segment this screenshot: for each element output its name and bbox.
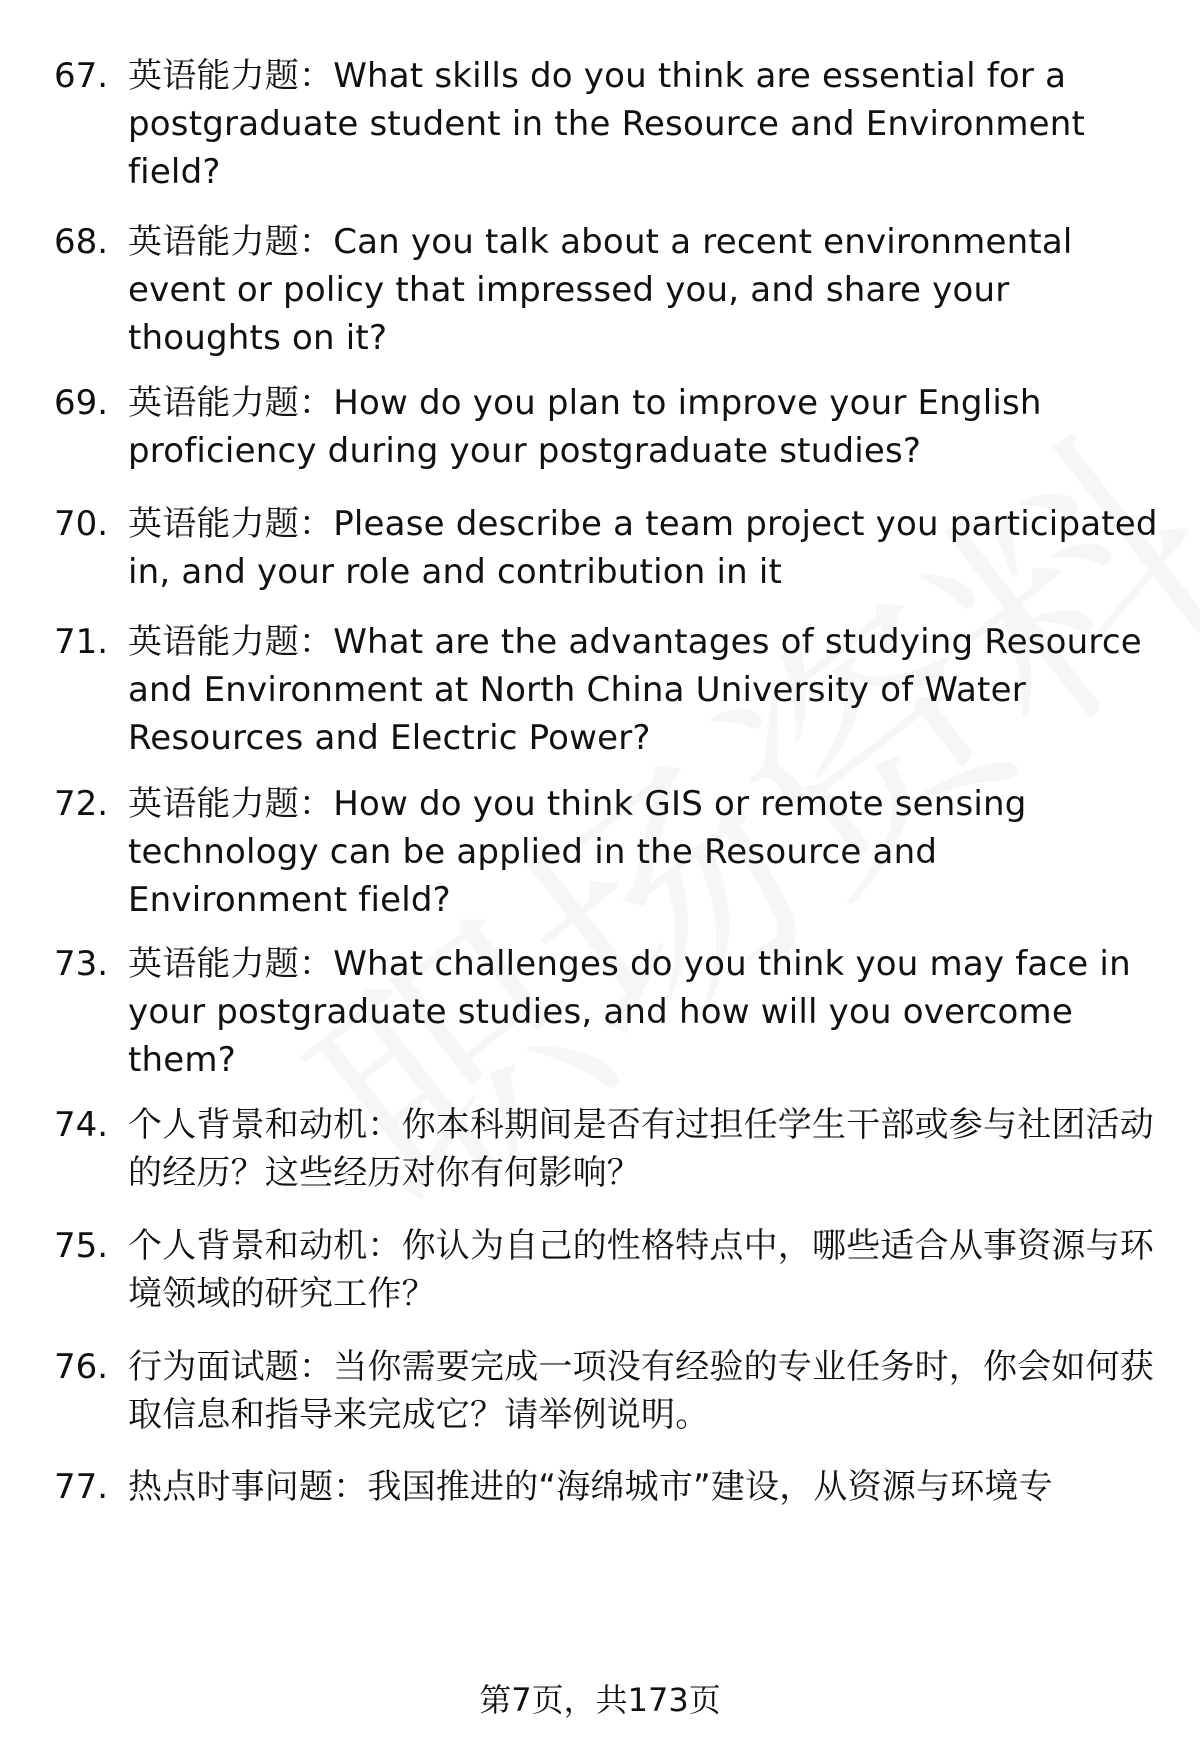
question-number: 76. (54, 1347, 109, 1387)
question-text: 英语能力题：How do you think GIS or remote sensing technology can be applied in the Resource and Environment field? (128, 784, 1027, 920)
question-number: 72. (54, 784, 109, 824)
question-text: 个人背景和动机：你本科期间是否有过担任学生干部或参与社团活动的经历？这些经历对你有何影响？ (128, 1105, 1154, 1193)
question-number: 70. (54, 504, 109, 544)
question-text: 英语能力题：What challenges do you think you may face in your postgraduate studies, and how will you overcome them? (128, 944, 1131, 1080)
question-text: 英语能力题：How do you plan to improve your English proficiency during your postgraduate studies? (128, 383, 1042, 471)
question-number: 74. (54, 1105, 109, 1145)
question-number: 67. (54, 56, 109, 96)
question-text: 英语能力题：Please describe a team project you participated in, and your role and contribution in it (128, 504, 1158, 592)
question-text: 英语能力题：What are the advantages of studying Resource and Environment at North China University of Water Resources and Electric Power? (128, 622, 1142, 758)
question-text: 热点时事问题：我国推进的“海绵城市”建设，从资源与环境专 (128, 1467, 1053, 1507)
question-text: 英语能力题：What skills do you think are essential for a postgraduate student in the Resource and Environment field? (128, 56, 1086, 192)
question-text: 英语能力题：Can you talk about a recent environmental event or policy that impressed you, and share your thoughts on it? (128, 222, 1073, 358)
question-number: 77. (54, 1467, 109, 1507)
question-number: 75. (54, 1226, 109, 1266)
question-number: 69. (54, 383, 109, 423)
question-number: 68. (54, 222, 109, 262)
question-number: 71. (54, 622, 109, 662)
question-text: 行为面试题：当你需要完成一项没有经验的专业任务时，你会如何获取信息和指导来完成它？请举例说明。 (128, 1347, 1154, 1435)
page-footer: 第7页，共173页 (479, 1681, 721, 1719)
question-text: 个人背景和动机：你认为自己的性格特点中，哪些适合从事资源与环境领域的研究工作？ (128, 1226, 1154, 1314)
question-number: 73. (54, 944, 109, 984)
